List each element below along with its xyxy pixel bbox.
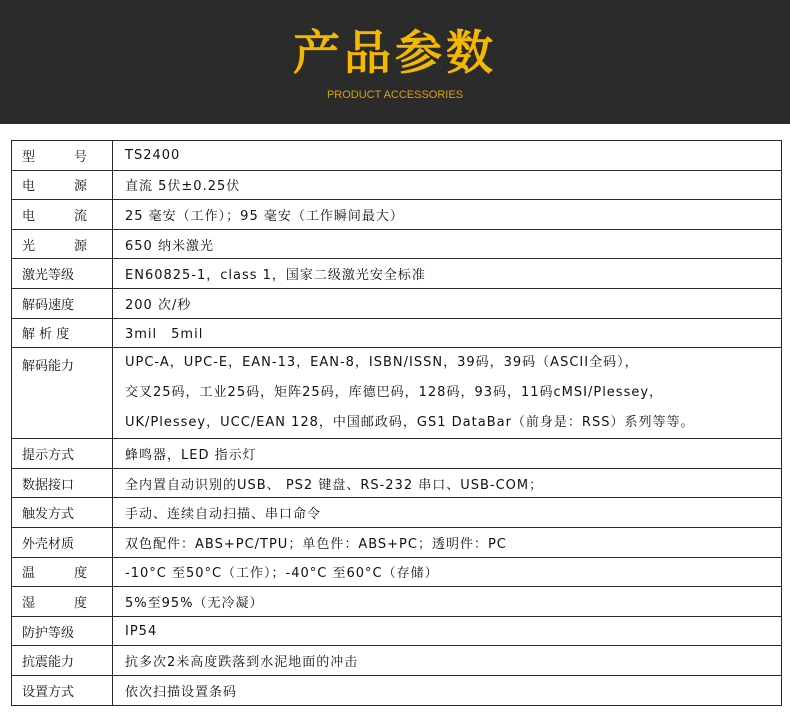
spec-label: 触发方式 (12, 498, 113, 528)
spec-value: 全内置自动识别的USB、 PS2 键盘、RS-232 串口、USB-COM； (113, 468, 782, 498)
spec-row-power (12, 170, 782, 200)
spec-row-housing (12, 527, 782, 557)
spec-row-protection (12, 616, 782, 646)
spec-value: 蜂鸣器，LED 指示灯 (113, 439, 782, 469)
spec-row-prompt (12, 439, 782, 469)
spec-value: 手动、连续自动扫描、串口命令 (113, 498, 782, 528)
spec-value: 200 次/秒 (113, 288, 782, 318)
spec-value: IP54 (113, 616, 782, 646)
spec-value: 5%至95%（无冷凝） (113, 587, 782, 617)
banner-subtitle: PRODUCT ACCESSORIES (326, 89, 464, 101)
spec-label: 型 号 (12, 141, 113, 171)
spec-row-resolution (12, 318, 782, 348)
spec-row-interface (12, 468, 782, 498)
spec-label: 激光等级 (12, 259, 113, 289)
spec-row-laser-class (12, 259, 782, 289)
spec-row-temperature (12, 557, 782, 587)
spec-label: 电 流 (12, 200, 113, 230)
spec-value: 直流 5伏±0.25伏 (113, 170, 782, 200)
spec-value (113, 348, 782, 439)
spec-label: 解码速度 (12, 288, 113, 318)
spec-value: EN60825-1，class 1，国家二级激光安全标准 (113, 259, 782, 289)
spec-label: 数据接口 (12, 468, 113, 498)
spec-value-line: UK/Plessey，UCC/EAN 128，中国邮政码，GS1 DataBar（前身是：RSS）系列等等。 (125, 415, 695, 431)
spec-value: 抗多次2米高度跌落到水泥地面的冲击 (113, 646, 782, 676)
spec-row-humidity (12, 587, 782, 617)
spec-label: 抗震能力 (12, 646, 113, 676)
spec-label: 光 源 (12, 229, 113, 259)
spec-value: 3mil 5mil (113, 318, 782, 348)
spec-label: 提示方式 (12, 439, 113, 469)
spec-row-decode-capability (12, 348, 782, 439)
spec-label: 电 源 (12, 170, 113, 200)
spec-value: TS2400 (113, 141, 782, 171)
spec-value: 25 毫安（工作）；95 毫安（工作瞬间最大） (113, 200, 782, 230)
header-banner (0, 0, 790, 124)
spec-value: -10°C 至50°C（工作）；-40°C 至60°C（存储） (113, 557, 782, 587)
spec-row-current (12, 200, 782, 230)
spec-value: 650 纳米激光 (113, 229, 782, 259)
banner-title: 产品参数 (293, 26, 497, 81)
spec-label: 湿 度 (12, 587, 113, 617)
spec-label: 解 析 度 (12, 318, 113, 348)
spec-table (11, 140, 782, 706)
spec-value-line: 交叉25码，工业25码，矩阵25码，库德巴码，128码，93码，11码cMSI/Plessey， (125, 385, 664, 401)
spec-label: 设置方式 (12, 675, 113, 705)
spec-row-shock (12, 646, 782, 676)
spec-row-decode-speed (12, 288, 782, 318)
spec-row-trigger (12, 498, 782, 528)
spec-label: 防护等级 (12, 616, 113, 646)
spec-value: 双色配件：ABS+PC/TPU；单色件：ABS+PC；透明件：PC (113, 527, 782, 557)
spec-row-light-source (12, 229, 782, 259)
spec-label: 解码能力 (12, 348, 113, 439)
spec-row-model (12, 141, 782, 171)
spec-value: 依次扫描设置条码 (113, 675, 782, 705)
spec-row-setup (12, 675, 782, 705)
spec-label: 外壳材质 (12, 527, 113, 557)
spec-value-line: UPC-A，UPC-E，EAN-13，EAN-8，ISBN/ISSN，39码，39码（ASCII全码）， (125, 355, 639, 371)
spec-label: 温 度 (12, 557, 113, 587)
